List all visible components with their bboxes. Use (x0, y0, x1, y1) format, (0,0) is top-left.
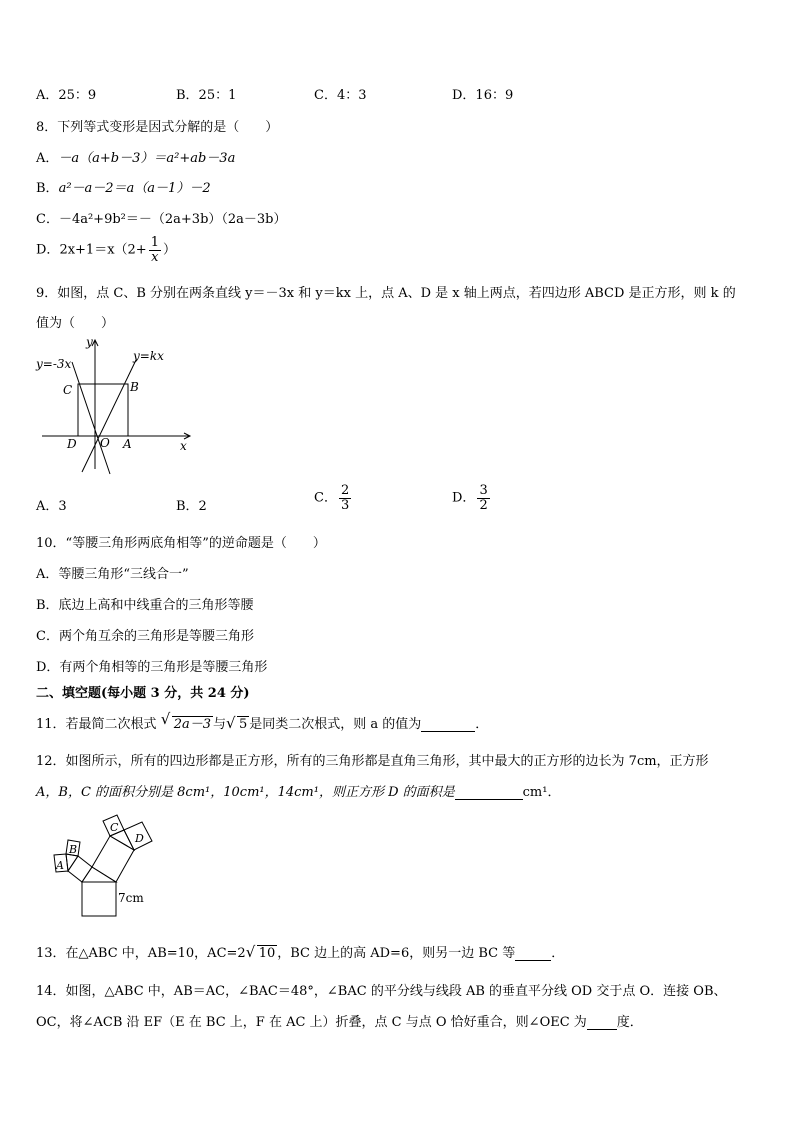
q13-answer-blank[interactable] (515, 960, 551, 961)
q9-label-x: x (180, 439, 187, 453)
q12-figure (44, 812, 164, 920)
q8-stem: 8．下列等式变形是因式分解的是（ ） (36, 120, 279, 135)
q7-option-a: A．25：9 (36, 88, 97, 103)
q9-label-a: A (123, 437, 132, 451)
q11-rad1: 2a－3 (173, 717, 211, 732)
q9-stem-line2: 值为（ ） (36, 316, 115, 331)
q14-line2-a: OC，将∠ACB 沿 EF（E 在 BC 上，F 在 AC 上）折叠，点 C 与点 O 恰好重合，则∠OEC 为 (36, 1015, 587, 1030)
q11 (36, 710, 489, 732)
q9-c-den: 3 (340, 497, 350, 513)
q10-option-b: B．底边上高和中线重合的三角形等腰 (36, 598, 254, 613)
q9-option-d (452, 484, 492, 512)
q9-label-y3x: y=-3x (36, 357, 72, 371)
q9-d-den: 2 (479, 497, 488, 513)
q12-line2 (36, 781, 560, 800)
q12-label-7cm: 7cm (118, 891, 144, 905)
q8-option-a (36, 147, 235, 166)
q8-option-d-fraction (149, 236, 161, 264)
q10-option-c: C．两个角互余的三角形是等腰三角形 (36, 629, 254, 644)
q12-line2-a: A，B，C 的面积分别是 8cm¹，10cm¹，14cm¹，则正方形 D 的面积是 (36, 785, 455, 800)
q14-answer-blank[interactable] (587, 1029, 617, 1030)
q13-sqrt: √ 10 (245, 943, 276, 961)
q11-pre: 11．若最简二次根式 (36, 717, 157, 732)
q9-c-num: 2 (340, 483, 350, 498)
section-2-heading: 二、填空题(每小题 3 分，共 24 分) (36, 686, 250, 701)
q14-line1: 14．如图，△ABC 中，AB＝AC，∠BAC＝48°，∠BAC 的平分线与线段 AB 的垂直平分线 OD 交于点 O．连接 OB、 (36, 984, 727, 999)
q9-option-c-prefix: C． (314, 490, 337, 506)
q11-answer-blank[interactable] (421, 731, 475, 732)
q11-sqrt-2: √ 5 (226, 714, 248, 732)
q7-option-b: B．25：1 (176, 88, 237, 103)
q8-option-b-text: a²－a－2＝a（a－1）－2 (58, 181, 211, 196)
q11-rad2: 5 (239, 717, 248, 732)
q11-sqrt-1: √ 2a－3 (160, 710, 211, 732)
q9-label-y: y (86, 335, 93, 349)
q11-post: 是同类二次根式，则 a 的值为 (249, 717, 422, 732)
q14-line2-b: 度． (616, 1015, 643, 1030)
q8-option-b (36, 177, 211, 196)
q12-label-c: C (110, 821, 119, 834)
q9-figure (30, 334, 205, 479)
q8-option-d-close: ） (162, 242, 176, 258)
q8-d-den: x (151, 249, 159, 265)
q9-label-o: O (100, 436, 110, 450)
q9-option-d-fraction (477, 484, 489, 512)
q7-option-d: D．16：9 (452, 88, 514, 103)
q8-option-d-text: 2x+1＝x（2+ (59, 242, 147, 258)
q9-d-num: 3 (479, 483, 488, 498)
q9-option-c (314, 484, 353, 512)
q11-end: ． (475, 717, 489, 732)
q9-option-b: B．2 (176, 499, 207, 514)
q8-option-a-text: －a（a+b－3）＝a²+ab－3a (58, 151, 236, 166)
q8-option-c-text: －4a²+9b²＝－（2a+3b）（2a－3b） (58, 212, 287, 227)
q13-rad: 10 (258, 946, 276, 961)
q12-label-b: B (69, 843, 78, 856)
q10-stem: 10．“等腰三角形两底角相等”的逆命题是（ ） (36, 536, 326, 551)
q10-option-a: A．等腰三角形“三线合一” (36, 567, 189, 582)
q12-label-a: A (56, 859, 64, 872)
q9-option-c-fraction (339, 484, 351, 512)
q8-d-num: 1 (150, 235, 159, 250)
q8-option-d-prefix: D． (36, 242, 60, 258)
q13 (36, 942, 564, 961)
q8-option-b-prefix: B． (36, 181, 59, 196)
q9-option-a: A．3 (36, 499, 67, 514)
q13-pre: 13．在△ABC 中，AB=10，AC=2 (36, 946, 246, 961)
q13-end: ． (551, 946, 565, 961)
q12-answer-blank[interactable] (455, 799, 523, 800)
q12-line2-b: cm¹． (522, 785, 561, 800)
q8-option-d (36, 236, 176, 264)
q10-option-d: D．有两个角相等的三角形是等腰三角形 (36, 660, 268, 675)
q9-stem-line1: 9．如图，点 C、B 分别在两条直线 y＝－3x 和 y＝kx 上，点 A、D 是 x 轴上两点，若四边形 ABCD 是正方形，则 k 的 (36, 286, 736, 301)
q9-label-d: D (67, 437, 77, 451)
q8-option-c-prefix: C． (36, 212, 59, 227)
q7-option-c: C．4：3 (314, 88, 367, 103)
q14-line2 (36, 1011, 643, 1030)
q12-line1: 12．如图所示，所有的四边形都是正方形，所有的三角形都是直角三角形，其中最大的正方形的边长为 7cm，正方形 (36, 754, 709, 769)
q8-option-c (36, 208, 287, 227)
q8-option-a-prefix: A． (36, 151, 59, 166)
q9-option-d-prefix: D． (452, 490, 476, 506)
q9-label-b: B (130, 380, 139, 394)
q9-label-c: C (63, 383, 73, 397)
q13-post: ，BC 边上的高 AD=6，则另一边 BC 等 (277, 946, 516, 961)
q12-label-d: D (135, 832, 144, 845)
q11-mid: 与 (212, 717, 226, 732)
q9-label-ykx: y=kx (133, 349, 164, 363)
